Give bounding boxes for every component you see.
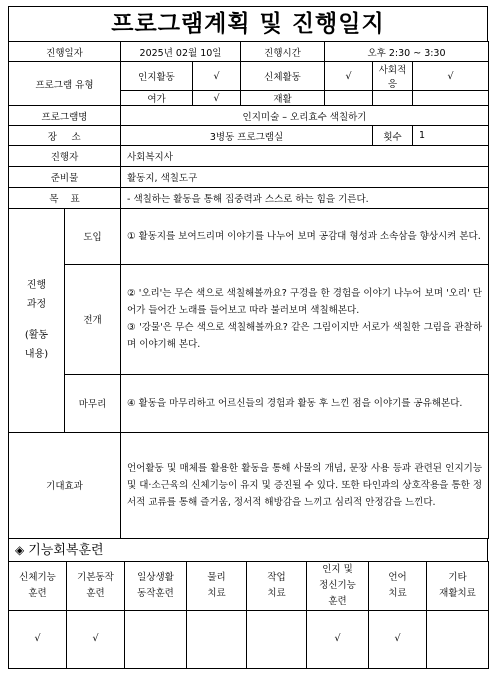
- effect-label: 기대효과: [9, 432, 121, 538]
- type-social-check: √: [413, 62, 489, 91]
- training-col-basic-motion: 기본동작 훈련: [67, 561, 125, 610]
- training-col-occupational: 작업 치료: [247, 561, 307, 610]
- training-heading: ◈ 기능회복훈련: [8, 539, 488, 561]
- date-label: 진행일자: [9, 42, 121, 62]
- training-col-other: 기타 재활치료: [427, 561, 489, 610]
- training-col-physical-therapy: 물리 치료: [187, 561, 247, 610]
- program-name-label: 프로그램명: [9, 106, 121, 126]
- training-check-cognitive: √: [307, 610, 369, 668]
- training-col-daily-living: 일상생활 동작훈련: [125, 561, 187, 610]
- goal-value: - 색칠하는 활동을 통해 집중력과 스스로 하는 힘을 기른다.: [121, 188, 489, 209]
- place-value: 3병동 프로그램실: [121, 126, 373, 146]
- type-physical-check: √: [325, 62, 373, 91]
- type-cognitive-check: √: [193, 62, 241, 91]
- program-name-value: 인지미술 – 오리효수 색칠하기: [121, 106, 489, 126]
- leader-label: 진행자: [9, 146, 121, 167]
- count-value: 1: [413, 126, 489, 146]
- type-physical-label: 신체활동: [241, 62, 325, 91]
- process-table: [8, 209, 489, 539]
- form-title: 프로그램계획 및 진행일지: [8, 6, 488, 41]
- training-table: [8, 561, 489, 669]
- effect-text: 언어활동 및 매체를 활용한 활동을 통해 사물의 개념, 문장 사용 등과 관련된 인지기능 및 대·소근육의 신체기능이 유지 및 증진될 수 있다. 또한 타인과의 상호작용을 통한 정서적 교류를 통해 즐거움, 정서적 해방감을 느끼고 심리적 안정감을 느낀다.: [121, 432, 489, 538]
- time-label: 진행시간: [241, 42, 325, 62]
- info-table: [8, 41, 489, 209]
- stage-closing-label: 마무리: [65, 374, 121, 432]
- type-leisure-check: √: [193, 91, 241, 106]
- type-leisure-label: 여가: [121, 91, 193, 106]
- supplies-label: 준비물: [9, 167, 121, 188]
- training-check-basic-motion: √: [67, 610, 125, 668]
- training-check-speech: √: [369, 610, 427, 668]
- training-col-speech: 언어 치료: [369, 561, 427, 610]
- type-rehab-label: 재활: [241, 91, 325, 106]
- diamond-icon: ◈: [15, 542, 25, 557]
- count-label: 횟수: [373, 126, 413, 146]
- training-check-other: [427, 610, 489, 668]
- stage-develop-text: ② '오리'는 무슨 색으로 색칠해볼까요? 구경을 한 경험을 이야기 나누어 보며 '오리' 단어가 들어간 노래를 들어보고 따라 불러보며 색칠해본다. ③ '강물'은 무슨 색으로 색칠해볼까요? 같은 그림이지만 서로가 색칠한 그림을 관찰하며 이야기해 본다.: [121, 264, 489, 374]
- time-value: 오후 2:30 ~ 3:30: [325, 42, 489, 62]
- place-label: 장 소: [9, 126, 121, 146]
- stage-develop-label: 전개: [65, 264, 121, 374]
- training-check-physical: √: [9, 610, 67, 668]
- type-empty-2: [413, 91, 489, 106]
- process-label: 진행 과정 (활동 내용): [9, 209, 65, 432]
- training-col-cognitive: 인지 및 정신기능 훈련: [307, 561, 369, 610]
- stage-closing-text: ④ 활동을 마무리하고 어르신들의 경험과 활동 후 느낀 점을 이야기를 공유해본다.: [121, 374, 489, 432]
- type-cognitive-label: 인지활동: [121, 62, 193, 91]
- date-value: 2025년 02월 10일: [121, 42, 241, 62]
- training-check-physical-therapy: [187, 610, 247, 668]
- supplies-value: 활동지, 색칠도구: [121, 167, 489, 188]
- type-empty-1: [373, 91, 413, 106]
- training-col-physical: 신체기능 훈련: [9, 561, 67, 610]
- type-social-label: 사회적응: [373, 62, 413, 91]
- program-type-label: 프로그램 유형: [9, 62, 121, 106]
- goal-label: 목 표: [9, 188, 121, 209]
- type-rehab-check: [325, 91, 373, 106]
- leader-value: 사회복지사: [121, 146, 489, 167]
- training-check-daily-living: [125, 610, 187, 668]
- stage-intro-text: ① 활동지를 보여드리며 이야기를 나누어 보며 공감대 형성과 소속삼을 향상시켜 본다.: [121, 209, 489, 264]
- stage-intro-label: 도입: [65, 209, 121, 264]
- activity-log-form: [8, 6, 488, 669]
- training-check-occupational: [247, 610, 307, 668]
